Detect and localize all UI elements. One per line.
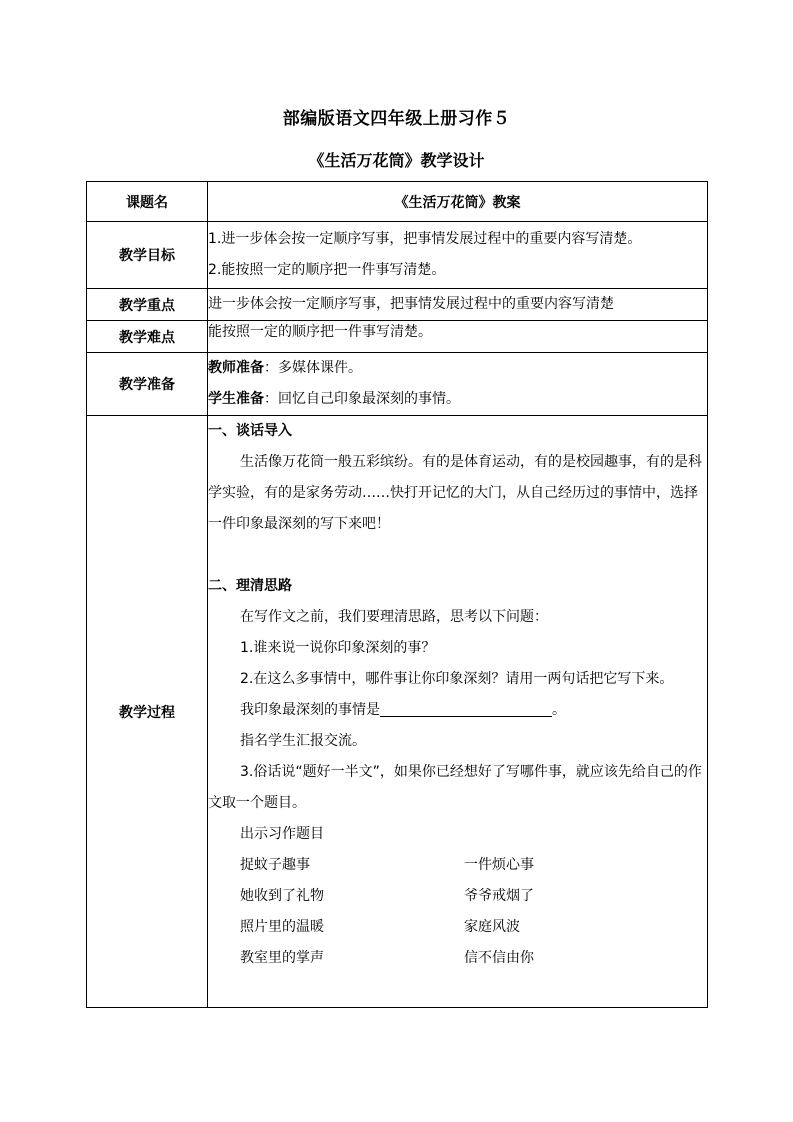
topic-row	[208, 850, 707, 881]
topic-item: 照片里的温暖	[240, 919, 324, 935]
topic-item: 爷爷戒烟了	[464, 888, 534, 904]
question-3: 3.俗话说“题好一半文”，如果你已经想好了写哪件事，就应该先给自己的作文取一个题目。	[208, 764, 702, 811]
question-1: 1.谁来说一说你印象深刻的事？	[240, 640, 436, 656]
topic-row	[208, 912, 707, 943]
goal-item: 1.进一步体会按一定顺序写事，把事情发展过程中的重要内容写清楚。	[208, 231, 642, 247]
row-label-goals: 教学目标	[87, 222, 208, 289]
teacher-prep	[208, 353, 707, 384]
row-label-focus: 教学重点	[87, 289, 208, 321]
intro-paragraph: 在写作文之前，我们要理清思路，思考以下问题：	[240, 609, 548, 625]
report-line: 指名学生汇报交流。	[240, 733, 366, 749]
fill-suffix: 。	[552, 702, 566, 718]
row-label-prep: 教学准备	[87, 353, 208, 416]
row-goals	[87, 222, 708, 289]
teacher-prep-value: ：多媒体课件。	[264, 360, 362, 376]
student-prep-label: 学生准备	[208, 391, 264, 407]
topic-item: 信不信由你	[464, 950, 534, 966]
document-subtitle: 《生活万花筒》教学设计	[308, 151, 485, 170]
teacher-prep-label: 教师准备	[208, 360, 264, 376]
fill-prefix: 我印象最深刻的事情是	[240, 702, 380, 718]
goals-cell	[208, 222, 708, 289]
topic-item: 捉蚊子趣事	[240, 857, 310, 873]
topic-item: 她收到了礼物	[240, 888, 324, 904]
row-difficulty	[87, 321, 708, 353]
show-topics-line: 出示习作题目	[240, 826, 324, 842]
section-paragraph: 生活像万花筒一般五彩缤纷。有的是体育运动，有的是校园趣事，有的是科学实验，有的是家务劳动……快打开记忆的大门，从自己经历过的事情中，选择一件印象最深刻的写下来吧！	[208, 454, 702, 532]
fill-in-line	[208, 695, 707, 726]
topic-row	[208, 881, 707, 912]
document-title: 部编版语文四年级上册习作５	[282, 109, 511, 129]
row-label-difficulty: 教学难点	[87, 321, 208, 353]
topic-value: 《生活万花筒》教案	[208, 182, 708, 222]
focus-value: 进一步体会按一定顺序写事，把事情发展过程中的重要内容写清楚	[208, 289, 708, 321]
row-focus	[87, 289, 708, 321]
section-title: 一、谈话导入	[208, 423, 292, 439]
topic-item: 一件烦心事	[464, 857, 534, 873]
student-prep-value: ：回忆自己印象最深刻的事情。	[264, 391, 460, 407]
topic-item: 家庭风波	[464, 919, 520, 935]
lesson-plan-table	[86, 181, 708, 1008]
question-2: 2.在这么多事情中，哪件事让你印象深刻？请用一两句话把它写下来。	[240, 671, 674, 687]
section-title: 二、理清思路	[208, 578, 292, 594]
topic-row	[208, 943, 707, 974]
process-cell	[208, 416, 708, 1008]
spacer	[208, 540, 707, 571]
goal-item: 2.能按照一定的顺序把一件事写清楚。	[208, 262, 446, 278]
row-topic	[87, 182, 708, 222]
row-prep	[87, 353, 708, 416]
student-prep	[208, 384, 707, 415]
row-label-topic: 课题名	[87, 182, 208, 222]
topic-item: 教室里的掌声	[240, 950, 324, 966]
fill-blank	[380, 698, 552, 717]
row-process	[87, 416, 708, 1008]
row-label-process: 教学过程	[87, 416, 208, 1008]
difficulty-value: 能按照一定的顺序把一件事写清楚。	[208, 321, 708, 353]
prep-cell	[208, 353, 708, 416]
